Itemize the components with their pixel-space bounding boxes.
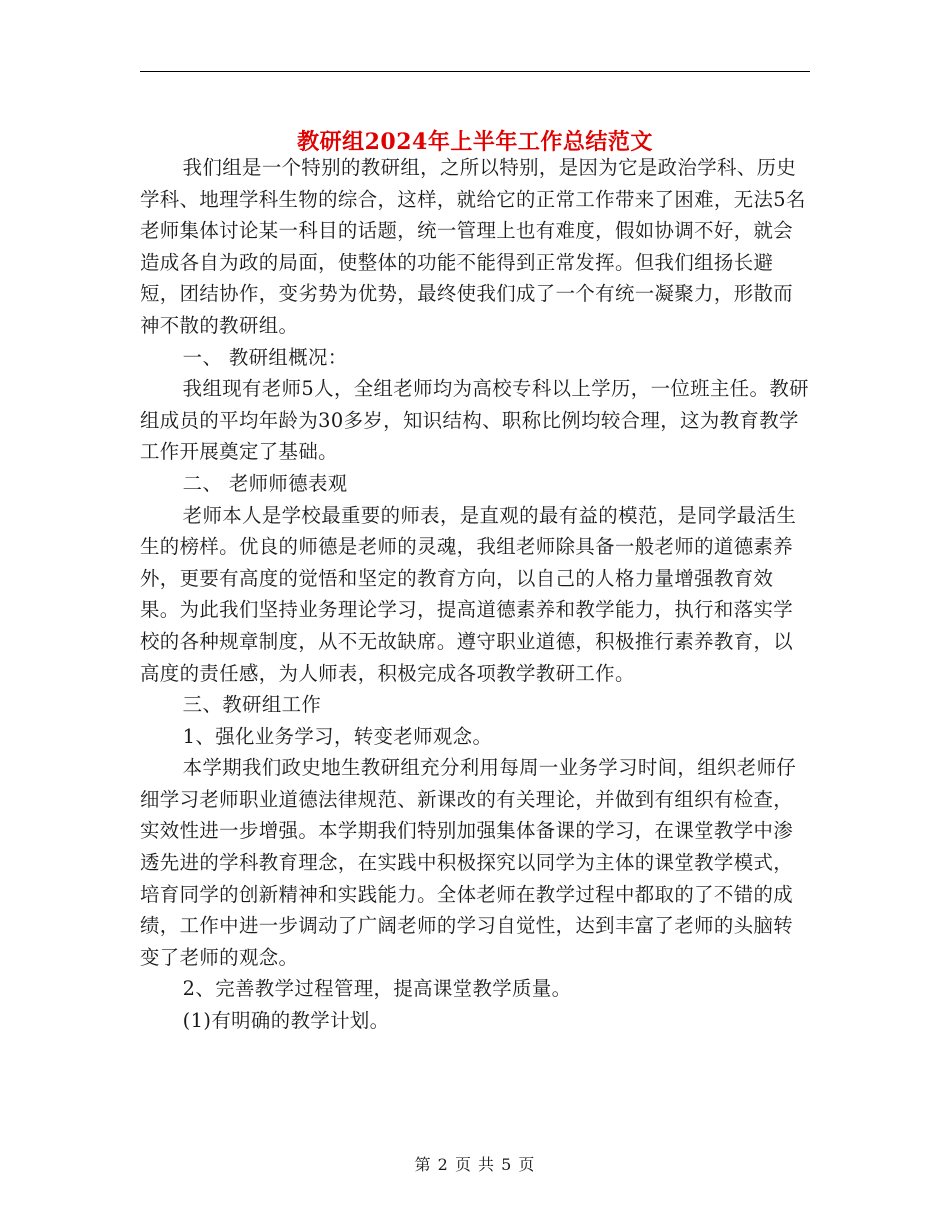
list-item-plan: (1)有明确的教学计划。 — [182, 1009, 390, 1033]
paragraph-ethics: 老师本人是学校最重要的师表，是直观的最有益的模范，是同学最活生生的榜样。优良的师德是老师的灵魂，我组老师除具备一般老师的道德素养外，更要有高度的觉悟和坚定的教育方向，以自己的人格力量增强教育效果。为此我们坚持业务理论学习，提高道德素养和教学能力，执行和落实学校的各种规章制度，从不无故缺席。遵守职业道德，积极推行素养教育，以高度的责任感，为人师表，积极完成各项教学教研工作。 — [140, 503, 797, 685]
section-heading-work: 三、教研组工作 — [182, 693, 322, 717]
section-heading-overview: 一、 教研组概况： — [182, 345, 348, 369]
subheading-study: 1、强化业务学习，转变老师观念。 — [182, 724, 493, 748]
document-title: 教研组2024年上半年工作总结范文 — [297, 128, 653, 155]
paragraph-intro: 我们组是一个特别的教研组，之所以特别，是因为它是政治学科、历史学科、地理学科生物的综合，这样，就给它的正常工作带来了困难，无法5名老师集体讨论某一科目的话题，统一管理上也有难度，假如协调不好，就会造成各自为政的局面，使整体的功能不能得到正常发挥。但我们组扬长避短，团结协作，变劣势为优势，最终使我们成了一个有统一凝聚力，形散而神不散的教研组。 — [140, 156, 806, 337]
paragraph-study: 本学期我们政史地生教研组充分利用每周一业务学习时间，组织老师仔细学习老师职业道德法律规范、新课改的有关理论，并做到有组织有检查，实效性进一步增强。本学期我们特别加强集体备课的学习，在课堂教学中渗透先进的学科教育理念，在实践中积极探究以同学为主体的课堂教学模式，培育同学的创新精神和实践能力。全体老师在教学过程中都取的了不错的成绩，工作中进一步调动了广阔老师的学习自觉性，达到丰富了老师的头脑转变了老师的观念。 — [140, 756, 797, 969]
page-number: 第 2 页 共 5 页 — [414, 1155, 536, 1174]
paragraph-overview: 我组现有老师5人，全组老师均为高校专科以上学历，一位班主任。教研组成员的平均年龄为30多岁，知识结构、职称比例均较合理，这为教育教学工作开展奠定了基础。 — [140, 377, 809, 464]
header-rule — [140, 71, 810, 72]
section-heading-ethics: 二、 老师师德表观 — [182, 471, 348, 495]
subheading-management: 2、完善教学过程管理，提高课堂教学质量。 — [182, 977, 572, 1001]
document-body — [140, 152, 812, 1037]
